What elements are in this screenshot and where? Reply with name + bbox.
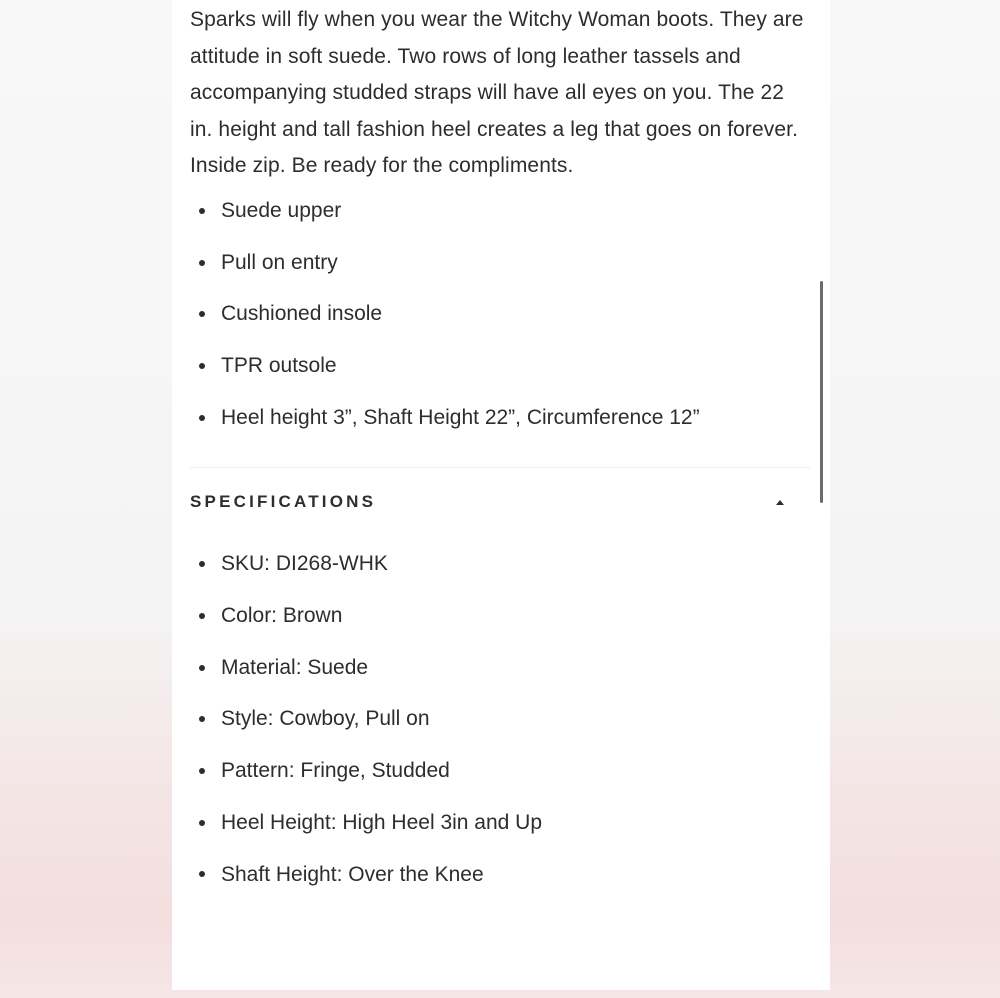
list-item <box>190 642 808 694</box>
list-item <box>190 340 808 392</box>
bullet-icon <box>199 208 205 214</box>
list-item-label: Suede upper <box>221 198 342 222</box>
list-item-label: TPR outsole <box>221 354 337 378</box>
bullet-icon <box>199 561 205 567</box>
spec-item-sku: SKU: DI268-WHK <box>221 552 388 576</box>
list-item <box>190 745 808 797</box>
spec-item-style: Style: Cowboy, Pull on <box>221 707 430 731</box>
specifications-title: SPECIFICATIONS <box>190 492 377 512</box>
list-item <box>190 392 808 444</box>
list-item-label: Pull on entry <box>221 250 338 274</box>
scrollbar-thumb[interactable] <box>820 281 823 503</box>
spec-item-heel-height: Heel Height: High Heel 3in and Up <box>221 810 543 834</box>
specifications-header[interactable] <box>190 468 810 538</box>
spec-item-shaft-height: Shaft Height: Over the Knee <box>221 862 484 886</box>
bullet-icon <box>199 820 205 826</box>
collapse-specifications-button[interactable] <box>770 492 790 512</box>
right-backdrop <box>830 0 1000 998</box>
features-list <box>190 185 808 443</box>
specifications-list <box>190 538 808 900</box>
spec-item-material: Material: Suede <box>221 655 369 679</box>
list-item <box>190 538 808 590</box>
list-item <box>190 693 808 745</box>
list-item <box>190 849 808 901</box>
list-item <box>190 185 808 237</box>
left-backdrop <box>0 0 172 998</box>
bullet-icon <box>199 260 205 266</box>
bullet-icon <box>199 363 205 369</box>
product-details-panel <box>172 0 830 990</box>
bullet-icon <box>199 768 205 774</box>
bullet-icon <box>199 665 205 671</box>
list-item <box>190 590 808 642</box>
list-item-label: Cushioned insole <box>221 302 383 326</box>
bullet-icon <box>199 415 205 421</box>
bullet-icon <box>199 311 205 317</box>
bullet-icon <box>199 871 205 877</box>
product-description: Sparks will fly when you wear the Witchy Woman boots. They are attitude in soft suede. Two rows of long leather tassels and accompanying studded straps will have all eyes on you. The 22 in. height and tall fashion heel creates a leg that goes on forever. Inside zip. Be ready for the compliments. <box>190 8 804 178</box>
list-item-label: Heel height 3”, Shaft Height 22”, Circumference 12” <box>221 405 700 429</box>
spec-item-pattern: Pattern: Fringe, Studded <box>221 759 450 783</box>
list-item <box>190 237 808 289</box>
list-item <box>190 288 808 340</box>
spec-item-color: Color: Brown <box>221 604 343 628</box>
bullet-icon <box>199 716 205 722</box>
list-item <box>190 797 808 849</box>
bullet-icon <box>199 613 205 619</box>
caret-up-icon <box>776 500 784 505</box>
